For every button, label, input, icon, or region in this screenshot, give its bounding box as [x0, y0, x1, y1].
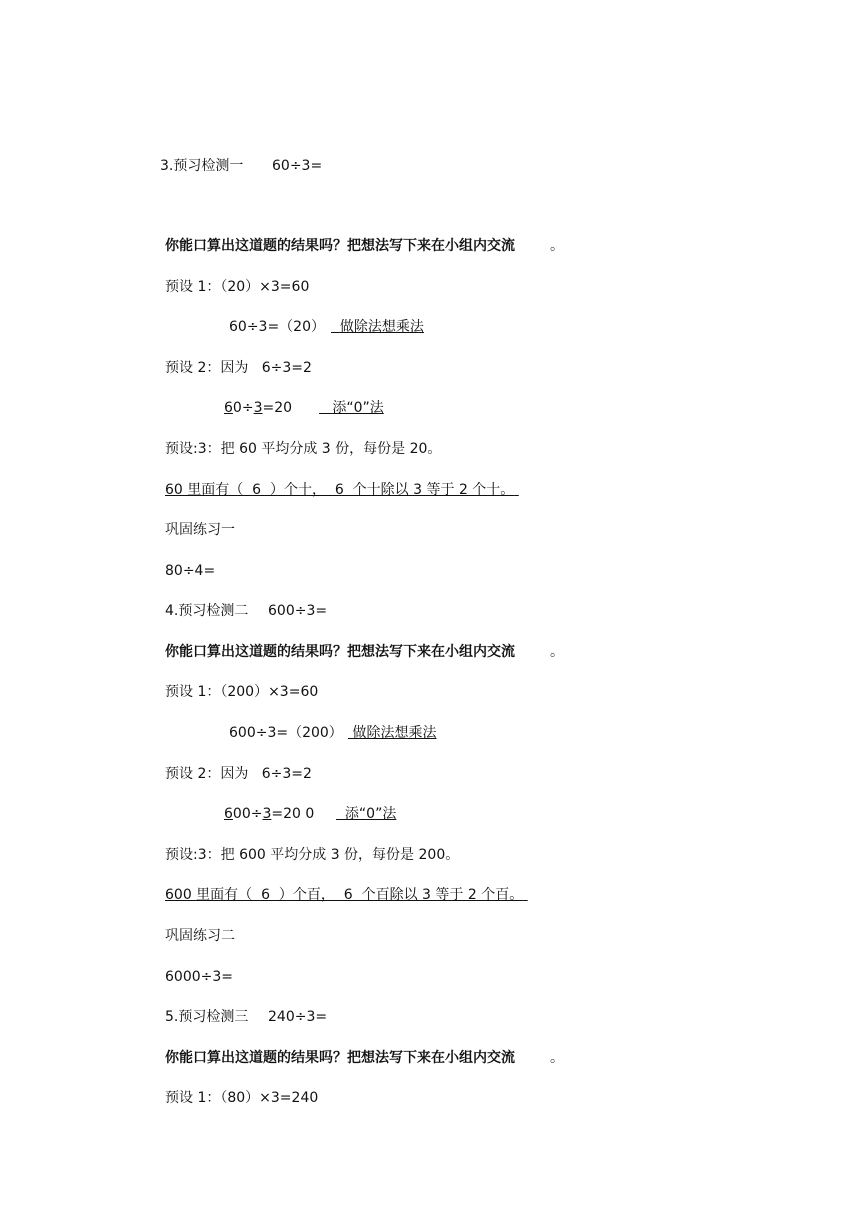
section-4-problem: 600÷3=	[268, 603, 328, 619]
preset-1-method	[331, 318, 424, 336]
practice-1-heading: 巩固练习一	[165, 522, 235, 538]
preset-1-line: 预设 1：（80）×3=240	[165, 1090, 319, 1106]
preset-1-equation: 60÷3=（20）	[229, 319, 325, 335]
section-3-problem: 60÷3=	[272, 158, 323, 174]
practice-2-heading: 巩固练习二	[165, 928, 235, 944]
preset-3-line: 预设:3：把 600 平均分成 3 份，每份是 200。	[165, 847, 460, 863]
question-text: 你能口算出这道题的结果吗？把想法写下来在小组内交流	[165, 1050, 515, 1066]
preset-2-method	[336, 805, 396, 823]
explanation-line: 600 里面有（ 6 ）个百， 6 个百除以 3 等于 2 个百。	[165, 887, 524, 903]
preset-2-line: 预设 2：因为 6÷3=2	[165, 766, 312, 782]
method-label: 做除法想乘法	[339, 319, 424, 335]
preset-1-method	[348, 724, 436, 742]
section-5-heading: 5.预习检测三	[165, 1009, 249, 1025]
digit-underlined: 3	[262, 806, 272, 822]
section-5-problem: 240÷3=	[268, 1009, 328, 1025]
preset-2-method	[319, 399, 384, 417]
preset-1-line: 预设 1：（200）×3=60	[165, 684, 319, 700]
equation-result: =20	[262, 400, 293, 416]
equation-part: 0÷	[232, 400, 254, 416]
section-3-heading: 3.预习检测一	[160, 158, 244, 174]
preset-1-equation: 600÷3=（200）	[229, 725, 343, 741]
method-label: 做除法想乘法	[352, 725, 437, 741]
question-text: 你能口算出这道题的结果吗？把想法写下来在小组内交流	[165, 644, 515, 660]
section-4-heading: 4.预习检测二	[165, 603, 249, 619]
preset-1-line: 预设 1：（20）×3=60	[165, 279, 310, 295]
practice-2-problem: 6000÷3=	[165, 969, 233, 985]
question-period: 。	[550, 1050, 564, 1066]
explanation-line: 60 里面有（ 6 ）个十， 6 个十除以 3 等于 2 个十。	[165, 482, 515, 498]
question-period: 。	[550, 238, 564, 254]
preset-2-equation	[224, 399, 292, 417]
preset-3-line: 预设:3：把 60 平均分成 3 份，每份是 20。	[165, 441, 442, 457]
practice-1-problem: 80÷4=	[165, 563, 216, 579]
preset-2-line: 预设 2：因为 6÷3=2	[165, 360, 312, 376]
equation-part: 00÷	[232, 806, 263, 822]
digit-underlined: 6	[224, 806, 233, 822]
question-text: 你能口算出这道题的结果吗？把想法写下来在小组内交流	[165, 238, 515, 254]
preset-2-equation	[224, 805, 314, 823]
method-label: 添“0”法	[332, 400, 384, 416]
method-label: 添“0”法	[344, 806, 397, 822]
equation-result: =20 0	[271, 806, 315, 822]
digit-underlined: 3	[253, 400, 263, 416]
digit-underlined: 6	[224, 400, 233, 416]
question-period: 。	[550, 644, 564, 660]
